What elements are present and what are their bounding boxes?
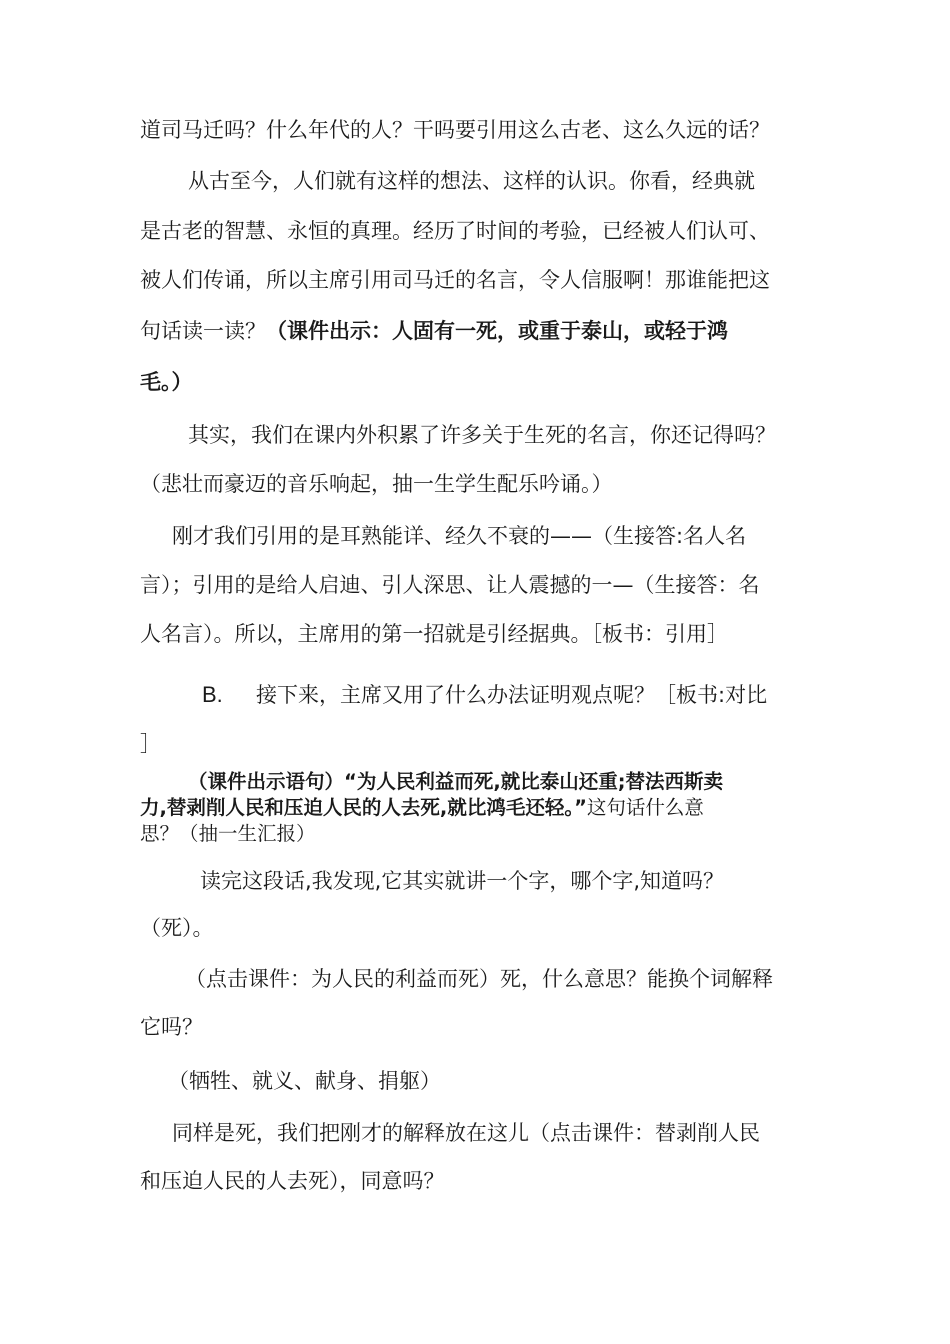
courseware-quote: （课件出示：人固有一死，或重于泰山，或轻于鸿 [266, 319, 728, 343]
text-line: 从古至今，人们就有这样的想法、这样的认识。你看，经典就 [188, 169, 755, 193]
text-line: 同样是死，我们把刚才的解释放在这儿（点击课件：替剥削人民 [172, 1121, 760, 1145]
text-span: 句话读一读？ [140, 319, 266, 343]
text-line: （点击课件：为人民的利益而死）死，什么意思？能换个词解释 [185, 967, 773, 991]
text-line: 是古老的智慧、永恒的真理。经历了时间的考验，已经被人们认可、 [140, 219, 770, 243]
courseware-quote: 毛。） [140, 370, 193, 394]
courseware-quote: 力,替剥削人民和压迫人民的人去死,就比鸿毛还轻。” [140, 796, 587, 819]
text-line: （死）。 [140, 916, 214, 940]
text-line: 思？（抽一生汇报） [140, 822, 316, 845]
text-line: 和压迫人民的人去死），同意吗？ [140, 1169, 445, 1193]
text-line: 它吗？ [140, 1015, 203, 1039]
text-line: 读完这段话,我发现,它其实就讲一个字，哪个字,知道吗？ [200, 869, 725, 893]
text-line: 刚才我们引用的是耳熟能详、经久不衰的——（生接答:名人名 [172, 524, 747, 548]
text-line: ］ [140, 732, 161, 756]
text-line: 被人们传诵，所以主席引用司马迁的名言，令人信服啊！那谁能把这 [140, 268, 770, 292]
text-line: （悲壮而豪迈的音乐响起，抽一生学生配乐吟诵。） [140, 472, 613, 496]
text-line: 接下来，主席又用了什么办法证明观点呢？［板书:对比 [256, 683, 768, 707]
text-line: 道司马迁吗？什么年代的人？干吗要引用这么古老、这么久远的话？ [140, 118, 770, 142]
text-line: 言）；引用的是给人启迪、引人深思、让人震撼的一—（生接答：名 [140, 573, 760, 597]
text-line: 其实，我们在课内外积累了许多关于生死的名言，你还记得吗？ [188, 423, 776, 447]
courseware-quote: （课件出示语句）“为人民利益而死,就比泰山还重;替法西斯卖 [188, 770, 724, 793]
text-line: 人名言）。所以，主席用的第一招就是引经据典。［板书：引用］ [140, 622, 728, 646]
text-line: （牺牲、就义、献身、捐躯） [168, 1069, 441, 1093]
list-marker: B. [202, 682, 223, 707]
text-span: 这句话什么意 [586, 796, 704, 819]
text-line [140, 316, 820, 346]
